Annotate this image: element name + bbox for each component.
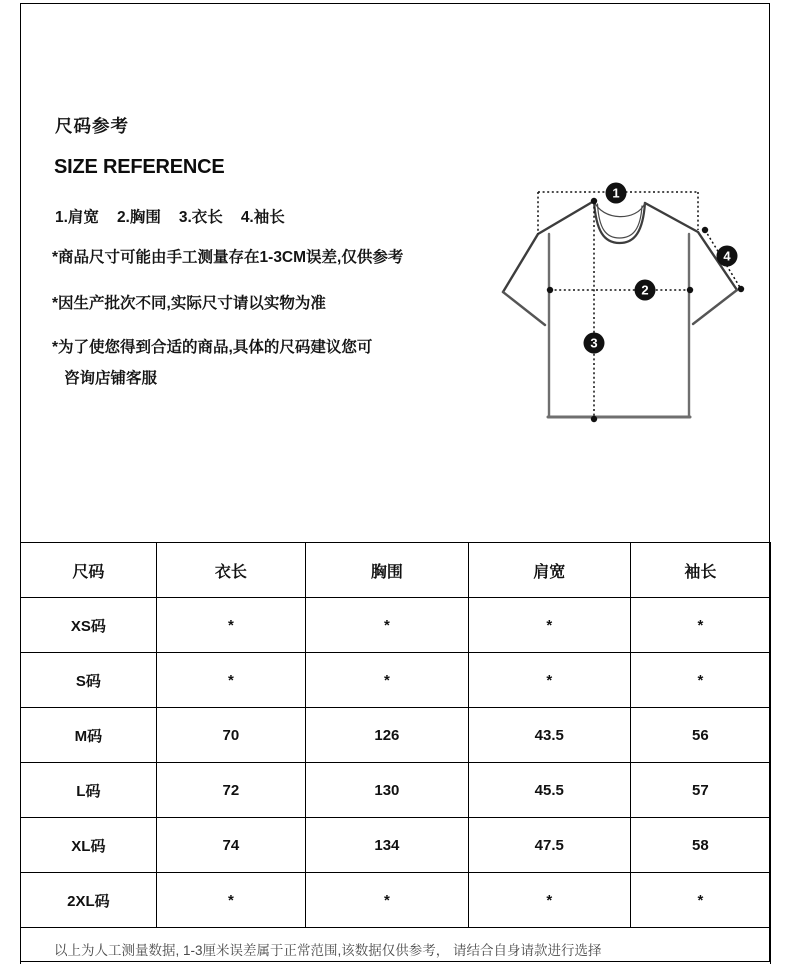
collar-outer (594, 201, 645, 243)
measurement-badges (584, 183, 738, 354)
cell-value: * (156, 653, 305, 708)
cell-value: 134 (306, 818, 469, 873)
table-row-xs (21, 598, 771, 653)
cell-value: * (468, 653, 630, 708)
note-measure-tolerance: *商品尺寸可能由手工测量存在1-3CM误差,仅供参考 (52, 249, 404, 266)
cell-value: 58 (630, 818, 770, 873)
cell-value: 130 (306, 763, 469, 818)
table-footnote-row (21, 928, 771, 964)
cell-value: 74 (156, 818, 305, 873)
badge-3-label: 3 (590, 335, 598, 351)
cell-value: * (306, 598, 469, 653)
cell-value: * (468, 598, 630, 653)
size-label: 2XL码 (21, 873, 157, 928)
badge-4-label: 4 (723, 248, 731, 264)
size-label: S码 (21, 653, 157, 708)
table-footnote: 以上为人工测量数据, 1-3厘米误差属于正常范围,该数据仅供参考， 请结合自身请款进行选择 (21, 928, 771, 964)
size-label: XL码 (21, 818, 157, 873)
size-label: L码 (21, 763, 157, 818)
cell-value: 47.5 (468, 818, 630, 873)
cell-value: * (306, 653, 469, 708)
col-header-chest: 胸围 (306, 543, 469, 598)
cell-value: 126 (306, 708, 469, 763)
measurement-endpoints (547, 198, 744, 422)
legend-item-length: 3.衣长 (178, 209, 223, 226)
cell-value: 43.5 (468, 708, 630, 763)
table-row-l (21, 763, 771, 818)
cell-value: * (468, 873, 630, 928)
cell-value: 72 (156, 763, 305, 818)
col-header-shoulder: 肩宽 (468, 543, 630, 598)
cell-value: * (630, 873, 770, 928)
size-label: M码 (21, 708, 157, 763)
col-header-size: 尺码 (21, 543, 157, 598)
size-table (20, 542, 771, 964)
cell-value: 45.5 (468, 763, 630, 818)
size-label: XS码 (21, 598, 157, 653)
cell-value: * (630, 653, 770, 708)
tshirt-measurement-diagram (485, 168, 785, 453)
page-subtitle-en: SIZE REFERENCE (54, 156, 225, 178)
col-header-sleeve: 袖长 (630, 543, 770, 598)
legend-item-chest: 2.胸围 (116, 209, 161, 226)
collar-inner (598, 204, 643, 238)
page-title: 尺码参考 (55, 116, 129, 136)
table-row-xl (21, 818, 771, 873)
badge-2-label: 2 (641, 282, 649, 298)
cell-value: 57 (630, 763, 770, 818)
cell-value: 56 (630, 708, 770, 763)
cell-value: * (156, 598, 305, 653)
collar-back (594, 201, 645, 217)
cell-value: * (156, 873, 305, 928)
legend-item-shoulder: 1.肩宽 (55, 209, 99, 226)
legend-item-sleeve: 4.袖长 (240, 209, 285, 226)
note-ask-service-line1: *为了使您得到合适的商品,具体的尺码建议您可 (52, 339, 373, 356)
table-row-m (21, 708, 771, 763)
table-row-2xl (21, 873, 771, 928)
note-production-batch: *因生产批次不同,实际尺寸请以实物为准 (52, 295, 326, 312)
cell-value: * (306, 873, 469, 928)
measurement-legend (55, 205, 285, 227)
badge-1-label: 1 (612, 185, 620, 201)
table-header-row (21, 543, 771, 598)
col-header-length: 衣长 (156, 543, 305, 598)
note-ask-service-line2: 咨询店铺客服 (64, 370, 158, 387)
table-row-s (21, 653, 771, 708)
cell-value: 70 (156, 708, 305, 763)
cell-value: * (630, 598, 770, 653)
measurement-lines (538, 192, 741, 419)
